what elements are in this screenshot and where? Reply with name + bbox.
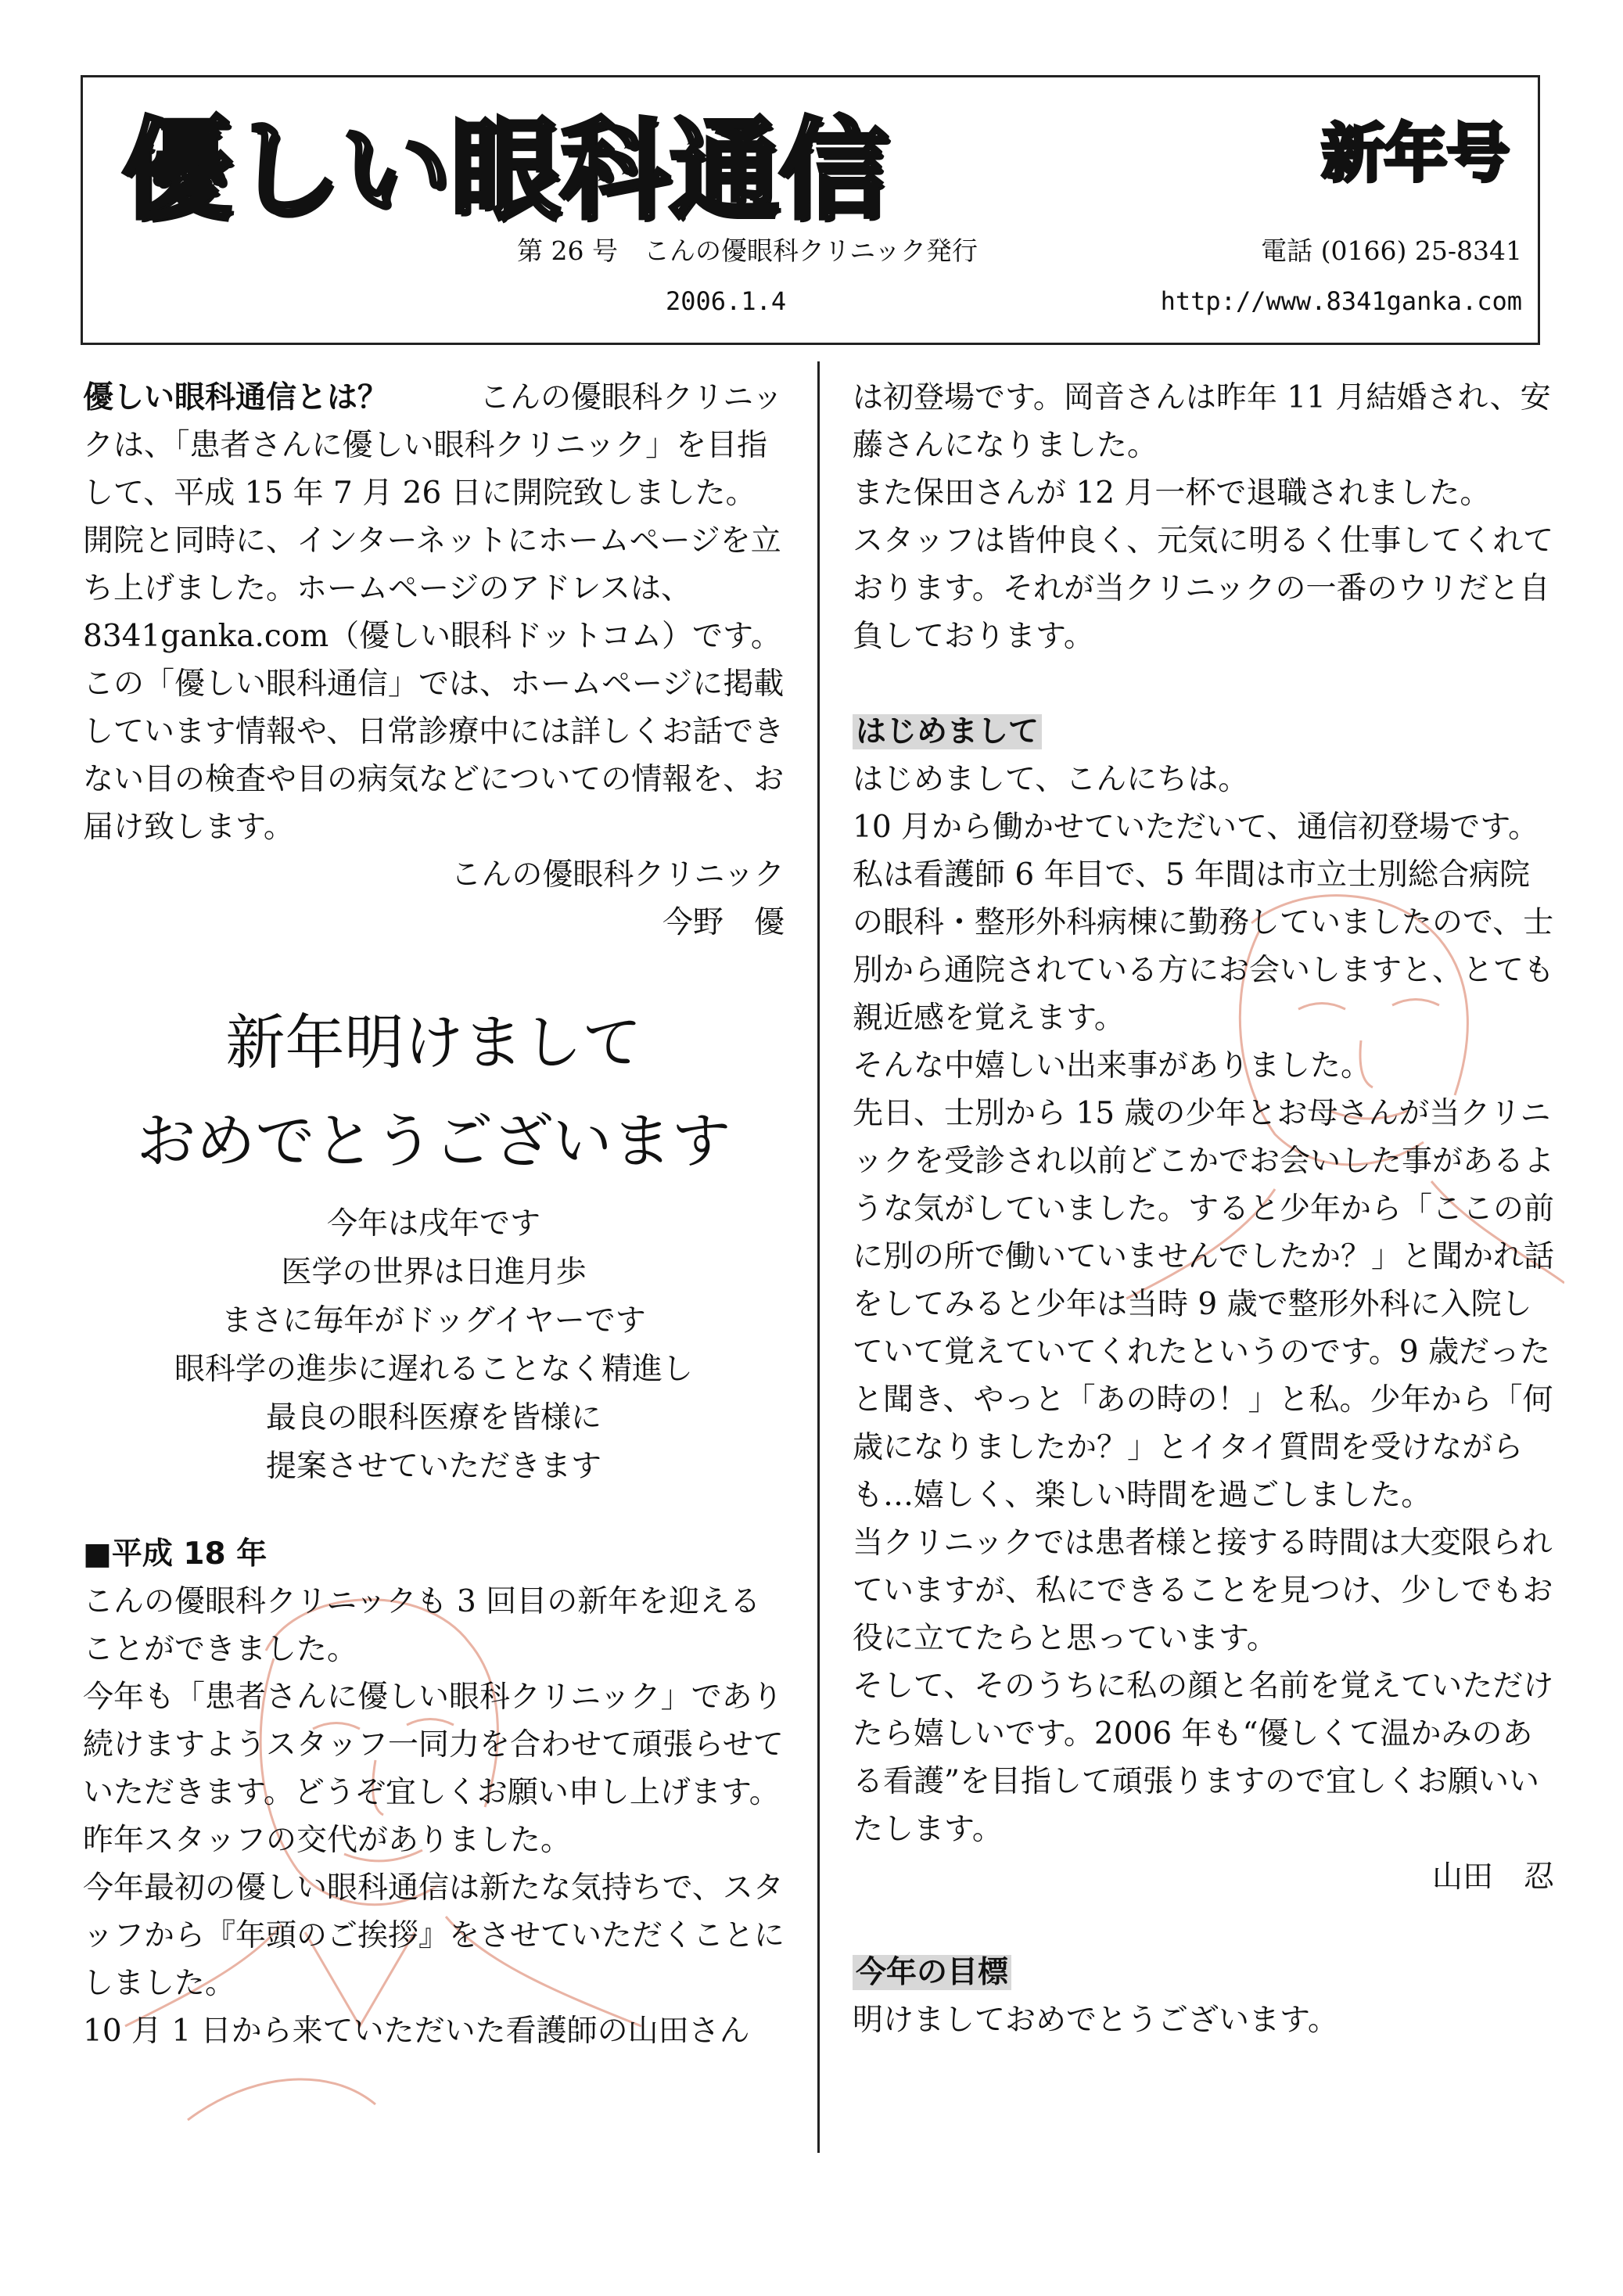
staff-paragraph: スタッフは皆仲良く、元気に明るく仕事してくれております。それが当クリニックの一番のウリだと自負しております。 bbox=[853, 523, 1554, 654]
poem-line: 最良の眼科医療を皆様に bbox=[265, 1400, 601, 1435]
issue-date: 2006.1.4 bbox=[666, 286, 787, 316]
heisei-paragraph: こんの優眼科クリニックも 3 回目の新年を迎えることができました。 bbox=[83, 1584, 761, 1667]
hajimemashite-paragraph: 先日、士別から 15 歳の少年とお母さんが当クリニックを受診され以前どこかでお会いした事があるような気がしていました。すると少年から「ここの前に別の所で働いていませんでしたか？」と聞かれ話をしてみると少年は当時 9 歳で整形外科に入院していて覚えていてくれたというのです。9 歳だったと聞き、やっと「あの時の！」と私。少年から「何歳になりましたか？」とイタイ質問を受けながらも…嬉しく、楽しい時間を過ごしました。 bbox=[853, 1096, 1555, 1513]
newsletter-title: 優しい眼科通信 bbox=[122, 107, 889, 235]
column-divider bbox=[817, 361, 820, 2153]
hajimemashite-paragraph: そんな中嬉しい出来事がありました。 bbox=[853, 1048, 1372, 1083]
issue-publisher: 第 26 号 こんの優眼科クリニック発行 bbox=[517, 235, 978, 266]
greeting-poem bbox=[83, 1200, 785, 1491]
poem-line: 医学の世界は日進月歩 bbox=[281, 1255, 587, 1290]
heisei-paragraph: 10 月 1 日から来ていただいた看護師の山田さん bbox=[83, 2014, 750, 2049]
heisei-heading: ■平成 18 年 bbox=[83, 1536, 268, 1572]
hajimemashite-paragraph: そして、そのうちに私の顔と名前を覚えていただけたら嬉しいです。2006 年も“優しくて温かみのある看護”を目指して頑張りますので宜しくお願いいたします。 bbox=[853, 1669, 1554, 1847]
hajimemashite-paragraph: はじめまして、こんにちは。 bbox=[853, 762, 1249, 797]
intro-clinic: こんの優眼科クリニック bbox=[451, 857, 785, 893]
hajimemashite-author: 山田 忍 bbox=[1431, 1859, 1554, 1895]
phone-number: 電話 (0166) 25-8341 bbox=[1261, 235, 1522, 266]
staff-paragraph: また保田さんが 12 月一杯で退職されました。 bbox=[853, 476, 1491, 511]
goal-text: 明けましておめでとうございます。 bbox=[853, 2003, 1338, 2038]
greeting-line-1: 新年明けまして bbox=[225, 1008, 642, 1077]
hajimemashite-heading: はじめまして bbox=[853, 714, 1042, 749]
left-column bbox=[83, 374, 785, 2055]
new-year-issue-label: 新年号 bbox=[1322, 117, 1510, 190]
website-url[interactable]: http://www.8341ganka.com bbox=[1160, 286, 1522, 316]
intro-paragraph bbox=[83, 374, 785, 851]
poem-line: 今年は戌年です bbox=[326, 1206, 540, 1241]
staff-paragraph: は初登場です。岡音さんは昨年 11 月結婚され、安藤さんになりました。 bbox=[853, 380, 1551, 463]
intro-author: 今野 優 bbox=[662, 905, 785, 940]
poem-line: まさに毎年がドッグイヤーです bbox=[221, 1303, 646, 1338]
greeting-line-2: おめでとうございます bbox=[136, 1106, 731, 1176]
heisei-paragraph: 昨年スタッフの交代がありました。 bbox=[83, 1823, 572, 1858]
poem-line: 眼科学の進歩に遅れることなく精進し bbox=[174, 1352, 693, 1387]
intro-heading: 優しい眼科通信とは？ bbox=[83, 380, 389, 415]
goal-heading: 今年の目標 bbox=[853, 1955, 1011, 1990]
right-column bbox=[853, 374, 1554, 2044]
hajimemashite-paragraph: 10 月から働かせていただいて、通信初登場です。 bbox=[853, 810, 1539, 845]
heisei-paragraph: 今年も「患者さんに優しい眼科クリニック」であり続けますようスタッフ一同力を合わせて頑張らせていただきます。どうぞ宜しくお願い申し上げます。 bbox=[83, 1680, 784, 1810]
hajimemashite-paragraph: 当クリニックでは患者様と接する時間は大変限られていますが、私にできることを見つけ、少しでもお役に立てたらと思っています。 bbox=[853, 1525, 1553, 1656]
hajimemashite-paragraph: 私は看護師 6 年目で、5 年間は市立士別総合病院の眼科・整形外科病棟に勤務していましたので、士別から通院されている方にお会いしますと、とても親近感を覚えます。 bbox=[853, 857, 1555, 1036]
intro-body: こんの優眼科クリニックは、「患者さんに優しい眼科クリニック」を目指して、平成 15 年 7 月 26 日に開院致しました。開院と同時に、インターネットにホームページを立ち上げました。ホームページのアドレスは、8341ganka.com（優しい眼科ドットコム）です。この「優しい眼科通信」では、ホームページに掲載しています情報や、日常診療中には詳しくお話できない目の検査や目の病気などについての情報を、お届け致します。 bbox=[83, 380, 785, 845]
new-year-greeting bbox=[83, 993, 785, 1191]
masthead bbox=[81, 75, 1540, 345]
heisei-paragraph: 今年最初の優しい眼科通信は新たな気持ちで、スタッフから『年頭のご挨拶』をさせていただくことにしました。 bbox=[83, 1870, 785, 2001]
poem-line: 提案させていただきます bbox=[265, 1449, 601, 1484]
